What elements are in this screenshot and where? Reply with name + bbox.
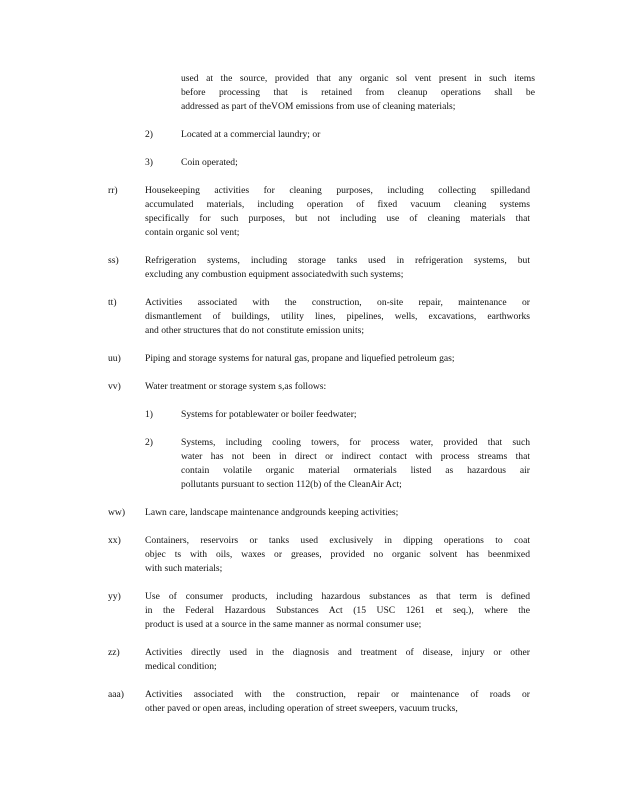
item-label: ss) [108,255,119,266]
text-line: contain organic sol vent; [145,227,240,238]
item-label: 2) [145,437,153,448]
text-line: Containers, reservoirs or tanks used exclusively in dipping operations to coat [145,535,530,546]
text-line: specifically for such purposes, but not including use of cleaning materials that [145,213,530,224]
item-text [145,254,530,282]
text-line: dismantlement of buildings, utility lines, pipelines, wells, excavations, earthworks [145,311,530,322]
text-line: accumulated materials, including operation of fixed vacuum cleaning systems [145,199,530,210]
item-label: zz) [108,647,120,658]
item-label: 1) [145,409,153,420]
item-text [145,590,530,632]
text-line: used at the source, provided that any organic sol vent present in such items [181,73,535,84]
item-label: tt) [108,297,117,308]
item-text [181,156,530,170]
text-line: before processing that is retained from cleanup operations shall be [181,87,535,98]
item-label: uu) [108,353,121,364]
item-text [181,436,530,492]
text-line: addressed as part of theVOM emissions from use of cleaning materials; [181,101,456,112]
item-text [145,352,530,366]
item-text [145,506,530,520]
item-text [145,688,530,716]
text-line: Use of consumer products, including hazardous substances as that term is defined [145,591,530,602]
item-text [181,408,530,422]
text-line: Housekeeping activities for cleaning purposes, including collecting spilledand [145,185,530,196]
item-label: 3) [145,157,153,168]
text-line: Coin operated; [181,157,238,168]
item-label: xx) [108,535,121,546]
text-line: Refrigeration systems, including storage tanks used in refrigeration systems, but [145,255,530,266]
item-label: aaa) [108,689,124,700]
text-line: Located at a commercial laundry; or [181,129,321,140]
text-line: Activities directly used in the diagnosis and treatment of disease, injury or other [145,647,530,658]
text-line: with such materials; [145,563,223,574]
text-line: Activities associated with the construction, repair or maintenance of roads or [145,689,530,700]
item-label: yy) [108,591,121,602]
text-line: Systems for potablewater or boiler feedwater; [181,409,357,420]
item-text [145,380,530,394]
text-line: and other structures that do not constitute emission units; [145,325,365,336]
text-line: Lawn care, landscape maintenance andgrounds keeping activities; [145,507,399,518]
item-text [145,296,530,338]
text-line: medical condition; [145,661,217,672]
text-line: pollutants pursuant to section 112(b) of the CleanAir Act; [181,479,402,490]
text-line: objec ts with oils, waxes or greases, provided no organic solvent has beenmixed [145,549,530,560]
text-line: Systems, including cooling towers, for process water, provided that such [181,437,530,448]
item-label: rr) [108,185,118,196]
text-line: in the Federal Hazardous Substances Act (15 USC 1261 et seq.), where the [145,605,530,616]
item-label: ww) [108,507,126,518]
item-text [145,534,530,576]
text-line: excluding any combustion equipment associatedwith such systems; [145,269,404,280]
item-text [145,184,530,240]
item-label: 2) [145,129,153,140]
text-line: other paved or open areas, including operation of street sweepers, vacuum trucks, [145,703,458,714]
item-text [145,646,530,674]
item-text [181,72,535,114]
text-line: Water treatment or storage system s,as follows: [145,381,327,392]
item-label: vv) [108,381,121,392]
text-line: water has not been in direct or indirect contact with process streams that [181,451,530,462]
text-line: product is used at a source in the same manner as normal consumer use; [145,619,422,630]
text-line: contain volatile organic material ormaterials listed as hazardous air [181,465,530,476]
text-line: Activities associated with the construction, on-site repair, maintenance or [145,297,530,308]
text-line: Piping and storage systems for natural gas, propane and liquefied petroleum gas; [145,353,455,364]
item-text [181,128,530,142]
